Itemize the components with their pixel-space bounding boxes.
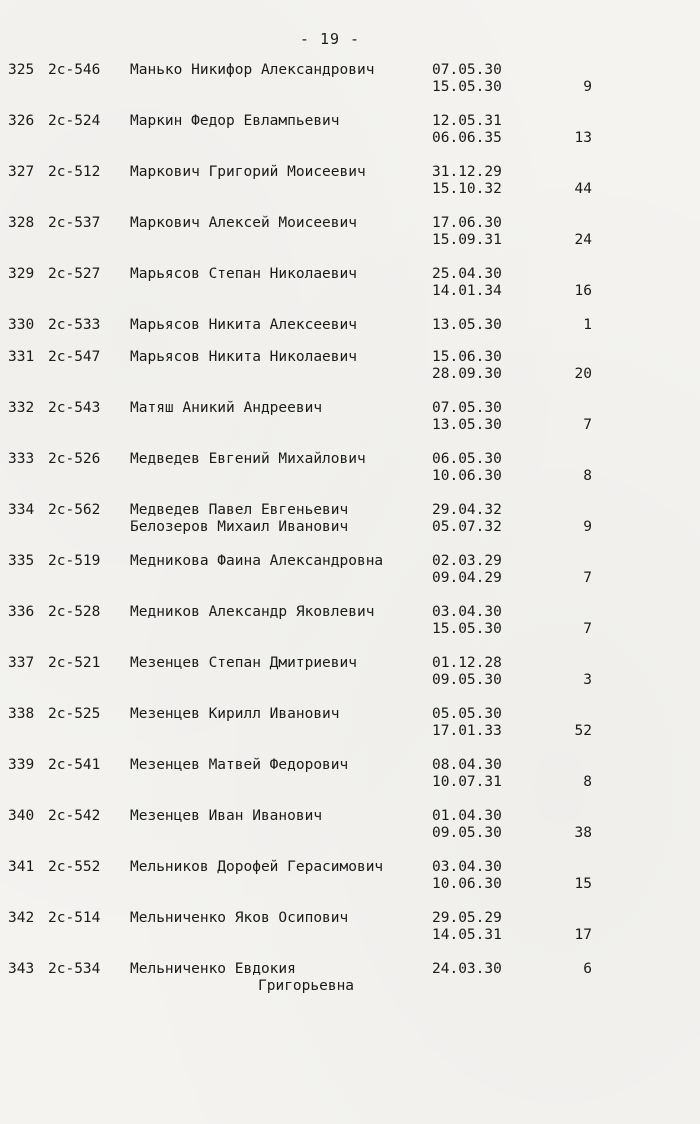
record-names	[130, 266, 357, 283]
record-count: 7	[583, 570, 592, 586]
record-date: 05.07.32	[432, 519, 502, 535]
record-date: 17.01.33	[432, 723, 502, 739]
record-row	[0, 910, 700, 950]
record-date: 01.04.30	[432, 808, 502, 824]
record-count: 44	[574, 181, 592, 197]
record-name: Мезенцев Кирилл Иванович	[130, 706, 340, 722]
record-date: 08.04.30	[432, 757, 502, 773]
record-date: 10.06.30	[432, 876, 502, 892]
record-date: 13.05.30	[432, 417, 502, 433]
record-names	[130, 317, 357, 334]
record-names	[130, 859, 383, 876]
record-code: 2с-525	[48, 706, 101, 722]
record-name: Маркович Алексей Моисеевич	[130, 215, 357, 231]
record-name: Мельниченко Евдокия	[130, 961, 296, 977]
record-name: Марьясов Никита Алексеевич	[130, 317, 357, 333]
record-dates	[432, 400, 502, 434]
record-names	[130, 961, 354, 995]
record-date: 09.05.30	[432, 825, 502, 841]
record-code: 2с-526	[48, 451, 101, 467]
record-date: 10.06.30	[432, 468, 502, 484]
record-row	[0, 215, 700, 255]
record-name: Медников Александр Яковлевич	[130, 604, 375, 620]
record-code: 2с-514	[48, 910, 101, 926]
record-row	[0, 266, 700, 306]
record-number: 336	[8, 604, 35, 620]
record-date: 24.03.30	[432, 961, 502, 977]
record-number: 332	[8, 400, 35, 416]
record-names	[130, 553, 383, 570]
record-names	[130, 62, 374, 79]
record-name: Мельников Дорофей Герасимович	[130, 859, 384, 875]
page-number: - 19 -	[299, 30, 361, 48]
record-names	[130, 400, 322, 417]
record-name: Медведев Евгений Михайлович	[130, 451, 366, 467]
record-dates	[432, 266, 502, 300]
record-count: 1	[583, 317, 592, 333]
record-code: 2с-533	[48, 317, 101, 333]
record-count: 38	[574, 825, 592, 841]
record-name: Марьясов Никита Николаевич	[130, 349, 357, 365]
record-date: 15.06.30	[432, 349, 502, 365]
record-name: Маркин Федор Евлампьевич	[130, 113, 340, 129]
record-names	[130, 604, 374, 621]
record-count: 20	[574, 366, 592, 382]
record-names	[130, 164, 366, 181]
record-code: 2с-534	[48, 961, 101, 977]
record-date: 13.05.30	[432, 317, 502, 333]
record-date: 09.04.29	[432, 570, 502, 586]
record-name: Григорьевна	[258, 978, 355, 994]
record-code: 2с-541	[48, 757, 101, 773]
record-dates	[432, 910, 502, 944]
record-dates	[432, 808, 502, 842]
record-date: 03.04.30	[432, 859, 502, 875]
record-row	[0, 62, 700, 102]
record-row	[0, 349, 700, 389]
record-code: 2с-552	[48, 859, 101, 875]
record-number: 341	[8, 859, 35, 875]
record-dates	[432, 604, 502, 638]
record-number: 337	[8, 655, 35, 671]
record-name: Мезенцев Степан Дмитриевич	[130, 655, 357, 671]
record-date: 05.05.30	[432, 706, 502, 722]
record-date: 03.04.30	[432, 604, 502, 620]
record-names	[130, 910, 348, 927]
record-names	[130, 502, 348, 536]
record-number: 327	[8, 164, 35, 180]
record-row	[0, 859, 700, 899]
record-dates	[432, 62, 502, 96]
record-count: 7	[583, 621, 592, 637]
record-date: 29.04.32	[432, 502, 502, 518]
record-count: 8	[583, 774, 592, 790]
record-code: 2с-519	[48, 553, 101, 569]
record-count: 6	[583, 961, 592, 977]
record-dates	[432, 502, 502, 536]
record-row	[0, 604, 700, 644]
record-name: Маркович Григорий Моисеевич	[130, 164, 366, 180]
record-code: 2с-542	[48, 808, 101, 824]
record-date: 06.05.30	[432, 451, 502, 467]
record-names	[130, 757, 348, 774]
record-number: 339	[8, 757, 35, 773]
record-row	[0, 961, 700, 1001]
record-names	[130, 451, 366, 468]
record-count: 7	[583, 417, 592, 433]
record-code: 2с-528	[48, 604, 101, 620]
record-code: 2с-543	[48, 400, 101, 416]
record-row	[0, 757, 700, 797]
record-count: 24	[574, 232, 592, 248]
record-name: Мельниченко Яков Осипович	[130, 910, 349, 926]
record-dates	[432, 113, 502, 147]
record-code: 2с-537	[48, 215, 101, 231]
record-row	[0, 808, 700, 848]
record-date: 09.05.30	[432, 672, 502, 688]
record-row	[0, 502, 700, 542]
record-dates	[432, 706, 502, 740]
record-code: 2с-546	[48, 62, 101, 78]
record-count: 8	[583, 468, 592, 484]
record-count: 16	[574, 283, 592, 299]
record-names	[130, 655, 357, 672]
record-row	[0, 655, 700, 695]
record-dates	[432, 317, 502, 334]
record-number: 330	[8, 317, 35, 333]
record-row	[0, 553, 700, 593]
record-number: 335	[8, 553, 35, 569]
record-names	[130, 113, 340, 130]
record-date: 07.05.30	[432, 400, 502, 416]
record-number: 326	[8, 113, 35, 129]
record-date: 15.09.31	[432, 232, 502, 248]
record-code: 2с-524	[48, 113, 101, 129]
record-code: 2с-562	[48, 502, 101, 518]
record-date: 01.12.28	[432, 655, 502, 671]
record-count: 3	[583, 672, 592, 688]
record-row	[0, 164, 700, 204]
record-dates	[432, 349, 502, 383]
record-number: 342	[8, 910, 35, 926]
record-dates	[432, 655, 502, 689]
record-name: Мезенцев Иван Иванович	[130, 808, 323, 824]
record-count: 13	[574, 130, 592, 146]
record-date: 06.06.35	[432, 130, 502, 146]
record-name: Марьясов Степан Николаевич	[130, 266, 357, 282]
record-name: Медведев Павел Евгеньевич	[130, 502, 349, 518]
record-number: 343	[8, 961, 35, 977]
record-number: 340	[8, 808, 35, 824]
record-dates	[432, 859, 502, 893]
record-count: 52	[574, 723, 592, 739]
record-date: 12.05.31	[432, 113, 502, 129]
record-number: 331	[8, 349, 35, 365]
record-date: 15.05.30	[432, 621, 502, 637]
record-date: 02.03.29	[432, 553, 502, 569]
record-dates	[432, 215, 502, 249]
record-dates	[432, 451, 502, 485]
record-number: 338	[8, 706, 35, 722]
record-date: 14.05.31	[432, 927, 502, 943]
record-row	[0, 451, 700, 491]
record-names	[130, 706, 340, 723]
record-date: 25.04.30	[432, 266, 502, 282]
record-number: 325	[8, 62, 35, 78]
record-number: 328	[8, 215, 35, 231]
record-date: 15.05.30	[432, 79, 502, 95]
record-date: 31.12.29	[432, 164, 502, 180]
record-number: 333	[8, 451, 35, 467]
record-dates	[432, 553, 502, 587]
record-count: 15	[574, 876, 592, 892]
record-count: 17	[574, 927, 592, 943]
record-date: 07.05.30	[432, 62, 502, 78]
record-number: 329	[8, 266, 35, 282]
record-count: 9	[583, 79, 592, 95]
record-number: 334	[8, 502, 35, 518]
record-date: 17.06.30	[432, 215, 502, 231]
record-name: Белозеров Михаил Иванович	[130, 519, 349, 535]
record-code: 2с-521	[48, 655, 101, 671]
record-dates	[432, 961, 502, 978]
record-dates	[432, 164, 502, 198]
record-row	[0, 706, 700, 746]
record-name: Мезенцев Матвей Федорович	[130, 757, 349, 773]
record-names	[130, 808, 322, 825]
record-name: Медникова Фаина Александровна	[130, 553, 384, 569]
record-count: 9	[583, 519, 592, 535]
record-name: Манько Никифор Александрович	[130, 62, 375, 78]
record-name: Матяш Аникий Андреевич	[130, 400, 323, 416]
record-date: 15.10.32	[432, 181, 502, 197]
record-names	[130, 215, 357, 232]
record-dates	[432, 757, 502, 791]
record-code: 2с-547	[48, 349, 101, 365]
record-date: 29.05.29	[432, 910, 502, 926]
record-date: 28.09.30	[432, 366, 502, 382]
record-names	[130, 349, 357, 366]
record-row	[0, 113, 700, 153]
record-date: 10.07.31	[432, 774, 502, 790]
record-date: 14.01.34	[432, 283, 502, 299]
record-code: 2с-512	[48, 164, 101, 180]
record-row	[0, 400, 700, 440]
record-code: 2с-527	[48, 266, 101, 282]
